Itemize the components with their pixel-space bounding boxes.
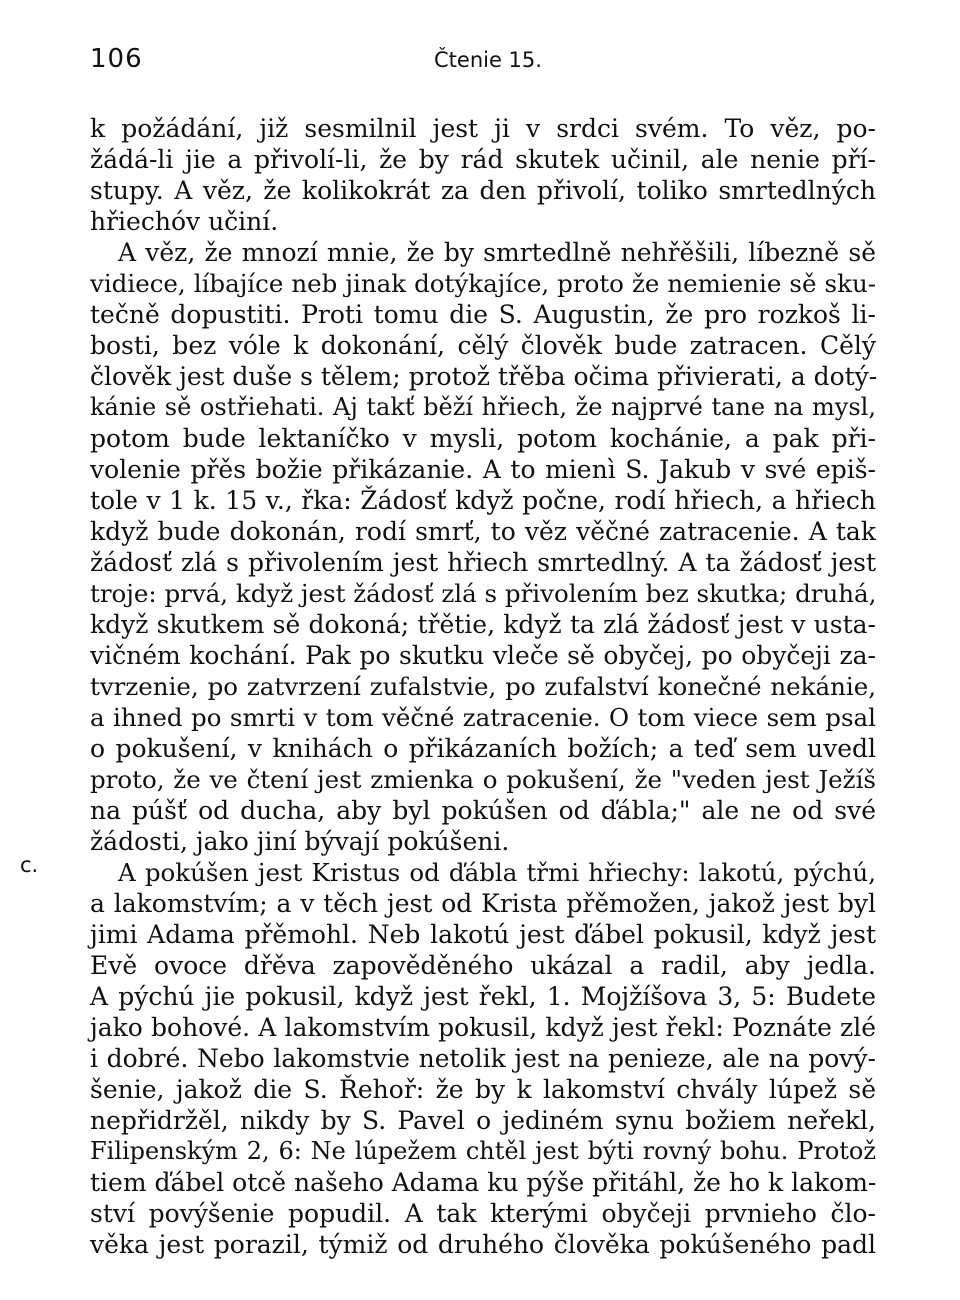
- text-line: o pokušení, v knihách o přikázaních božích; a teď sem uvedl: [90, 734, 876, 763]
- body-text: [90, 113, 876, 1260]
- text-line: žádosť zlá s přivolením jest hřiech smrtedlný. A ta žádosť jest: [90, 548, 876, 577]
- text-line: jimi Adama přěmohl. Neb lakotú jest ďábel pokusil, když jest: [90, 920, 876, 949]
- text-line: jako bohové. A lakomstvím pokusil, když jest řekl: Poznáte zlé: [90, 1013, 876, 1042]
- text-line: věka jest porazil, týmiž od druhého člověka pokúšeného padl: [90, 1230, 876, 1259]
- text-line: a lakomstvím; a v těch jest od Krista přěmožen, jakož jest byl: [90, 889, 876, 918]
- text-line: Filipenským 2, 6: Ne lúpežem chtěl jest býti rovný bohu. Protož: [90, 1137, 876, 1165]
- text-line: tvrzenie, po zatvrzení zufalstvie, po zufalství konečné nekánie,: [90, 672, 876, 701]
- text-line: když skutkem sě dokoná; třětie, když ta zlá žádosť jest v usta-: [90, 610, 876, 639]
- text-line: proto, že ve čtení jest zmienka o pokušení, že "veden jest Ježíš: [90, 765, 876, 794]
- page-number: 106: [90, 44, 143, 74]
- text-line: žádá-li jie a přivolí-li, že by rád skutek učinil, ale nenie pří-: [90, 145, 876, 174]
- text-line: vidiece, líbajíce neb jinak dotýkajíce, proto že nemienie sě sku-: [90, 269, 876, 298]
- text-line: hřiechóv učiní.: [90, 207, 279, 236]
- text-line: i dobré. Nebo lakomstvie netolik jest na penieze, ale na pový-: [90, 1044, 876, 1073]
- text-line: A pokúšen jest Kristus od ďábla třmi hřiechy: lakotú, pýchú,: [118, 858, 876, 887]
- text-line: žádosti, jako jiní bývají pokúšeni.: [90, 827, 510, 856]
- page-header: [90, 44, 875, 80]
- text-line: kánie sě ostřiehati. Aj takť běží hřiech, že najprvé tane na mysl,: [90, 393, 876, 421]
- text-line: tiem ďábel otcě našeho Adama ku pýše přitáhl, že ho k lakom-: [90, 1168, 877, 1197]
- text-line: když bude dokonán, rodí smrť, to věz věčné zatracenie. A tak: [90, 517, 876, 546]
- text-line: tečně dopustiti. Proti tomu die S. Augustin, že pro rozkoš li-: [90, 300, 876, 329]
- text-line: tole v 1 k. 15 v., řka: Žádosť když počne, rodí hřiech, a hřiech: [90, 486, 876, 515]
- text-line: Evě ovoce dřěva zapověděného ukázal a radil, aby jedla.: [90, 951, 876, 980]
- text-line: potom bude lektaníčko v mysli, potom kochánie, a pak při-: [90, 424, 876, 453]
- text-line: člověk jest duše s tělem; protož třěba očima přivierati, a dotý-: [90, 362, 878, 391]
- text-line: A pýchú jie pokusil, když jest řekl, 1. Mojžíšova 3, 5: Budete: [90, 982, 876, 1011]
- text-line: ství povýšenie popudil. A tak kterými obyčeji prvnieho člo-: [90, 1199, 876, 1228]
- text-line: na púšť od ducha, aby byl pokúšen od ďábla;" ale ne od své: [90, 796, 876, 825]
- running-title: Čtenie 15.: [434, 48, 542, 72]
- margin-note: c.: [20, 853, 39, 877]
- text-line: bosti, bez vóle k dokonání, cělý člověk bude zatracen. Cělý: [90, 331, 876, 360]
- text-line: nepřidržěl, nikdy by S. Pavel o jediném synu božiem neřekl,: [90, 1106, 876, 1135]
- text-line: vičném kochání. Pak po skutku vleče sě obyčej, po obyčeji za-: [90, 641, 876, 670]
- text-line: stupy. A věz, že kolikokrát za den přivolí, toliko smrtedlných: [90, 176, 876, 205]
- text-line: a ihned po smrti v tom věčné zatracenie. O tom viece sem psal: [90, 703, 876, 732]
- text-line: k požádání, již sesmilnil jest ji v srdci svém. To věz, po-: [90, 114, 876, 143]
- text-line: A věz, že mnozí mnie, že by smrtedlně nehřěšili, líbezně sě: [118, 238, 876, 267]
- text-line: troje: prvá, když jest žádosť zlá s přivolením bez skutka; druhá,: [90, 579, 877, 608]
- text-line: volenie přěs božie přikázanie. A to mienì S. Jakub v své epiš-: [90, 455, 876, 484]
- text-line: šenie, jakož die S. Řehoř: že by k lakomství chvály lúpež sě: [90, 1075, 876, 1104]
